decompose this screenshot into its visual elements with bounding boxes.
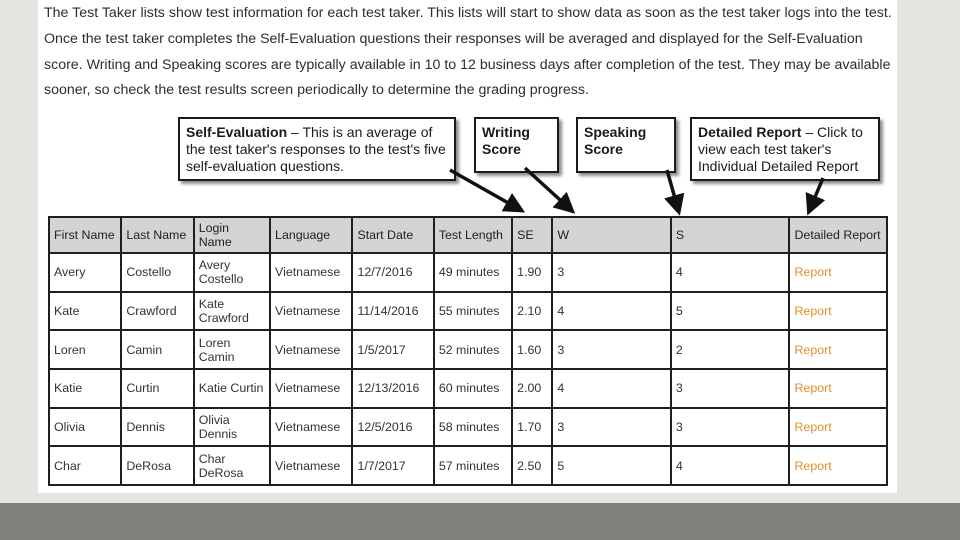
cell-w: 3 [552, 253, 671, 292]
cell-login-name: Avery Costello [194, 253, 270, 292]
cell-first-name: Olivia [49, 408, 121, 447]
cell-test-length: 52 minutes [434, 330, 512, 369]
cell-se: 1.60 [512, 330, 552, 369]
table-row [49, 292, 887, 331]
cell-w: 3 [552, 330, 671, 369]
header-s[interactable]: S [671, 217, 790, 253]
cell-language: Vietnamese [270, 369, 352, 408]
cell-first-name: Katie [49, 369, 121, 408]
callout-self-evaluation-title: Self-Evaluation [186, 124, 288, 140]
report-link[interactable]: Report [789, 292, 887, 331]
cell-language: Vietnamese [270, 408, 352, 447]
bottom-band [0, 503, 960, 540]
test-taker-table [48, 216, 888, 486]
cell-start-date: 1/5/2017 [352, 330, 433, 369]
cell-s: 2 [671, 330, 790, 369]
report-link[interactable]: Report [789, 408, 887, 447]
cell-language: Vietnamese [270, 292, 352, 331]
cell-first-name: Char [49, 446, 121, 485]
header-test-length[interactable]: Test Length [434, 217, 512, 253]
header-detailed-report[interactable]: Detailed Report [789, 217, 887, 253]
cell-last-name: Camin [121, 330, 193, 369]
cell-se: 2.00 [512, 369, 552, 408]
cell-login-name: Katie Curtin [194, 369, 270, 408]
callout-speaking-score [576, 117, 676, 173]
header-first-name[interactable]: First Name [49, 217, 121, 253]
table-row [49, 446, 887, 485]
report-link[interactable]: Report [789, 446, 887, 485]
callout-writing-score [474, 117, 559, 173]
cell-last-name: Curtin [121, 369, 193, 408]
report-link[interactable]: Report [789, 369, 887, 408]
cell-start-date: 1/7/2017 [352, 446, 433, 485]
cell-w: 5 [552, 446, 671, 485]
cell-first-name: Kate [49, 292, 121, 331]
cell-login-name: Char DeRosa [194, 446, 270, 485]
report-link[interactable]: Report [789, 253, 887, 292]
cell-test-length: 60 minutes [434, 369, 512, 408]
cell-last-name: Dennis [121, 408, 193, 447]
header-language[interactable]: Language [270, 217, 352, 253]
table-row [49, 253, 887, 292]
cell-s: 5 [671, 292, 790, 331]
cell-test-length: 49 minutes [434, 253, 512, 292]
cell-start-date: 11/14/2016 [352, 292, 433, 331]
cell-last-name: Crawford [121, 292, 193, 331]
callout-report-title: Detailed Report [698, 124, 802, 140]
cell-first-name: Loren [49, 330, 121, 369]
intro-paragraph: The Test Taker lists show test information for each test taker. This lists will start to show data as soon as the test taker logs into the test. Once the test taker completes the Self-Evaluation questions their responses will be averaged and displayed for the Self-Evaluation score. Writing and Speaking scores are typically available in 10 to 12 business days after completion of the test. They may be available sooner, so check the test results screen periodically to determine the grading progress. [44, 5, 892, 99]
cell-w: 3 [552, 408, 671, 447]
cell-start-date: 12/13/2016 [352, 369, 433, 408]
cell-s: 3 [671, 369, 790, 408]
cell-s: 4 [671, 253, 790, 292]
header-w[interactable]: W [552, 217, 671, 253]
cell-last-name: DeRosa [121, 446, 193, 485]
cell-first-name: Avery [49, 253, 121, 292]
header-last-name[interactable]: Last Name [121, 217, 193, 253]
header-se[interactable]: SE [512, 217, 552, 253]
cell-language: Vietnamese [270, 253, 352, 292]
cell-se: 1.70 [512, 408, 552, 447]
cell-login-name: Kate Crawford [194, 292, 270, 331]
cell-start-date: 12/7/2016 [352, 253, 433, 292]
cell-s: 4 [671, 446, 790, 485]
cell-se: 2.10 [512, 292, 552, 331]
table-header-row [49, 217, 887, 253]
cell-w: 4 [552, 369, 671, 408]
callout-report-text: – Click to view each test taker's Individual Detailed Report [698, 124, 863, 174]
cell-se: 1.90 [512, 253, 552, 292]
cell-login-name: Olivia Dennis [194, 408, 270, 447]
callout-self-evaluation [178, 117, 456, 181]
cell-w: 4 [552, 292, 671, 331]
callout-speaking-title: Speaking Score [584, 124, 647, 157]
cell-test-length: 57 minutes [434, 446, 512, 485]
header-start-date[interactable]: Start Date [352, 217, 433, 253]
cell-login-name: Loren Camin [194, 330, 270, 369]
cell-se: 2.50 [512, 446, 552, 485]
table-row [49, 408, 887, 447]
cell-s: 3 [671, 408, 790, 447]
cell-language: Vietnamese [270, 330, 352, 369]
cell-test-length: 55 minutes [434, 292, 512, 331]
cell-test-length: 58 minutes [434, 408, 512, 447]
callout-detailed-report [690, 117, 880, 181]
callout-self-evaluation-text: – This is an average of the test taker's responses to the test's five self-evaluation questions. [186, 124, 446, 174]
cell-language: Vietnamese [270, 446, 352, 485]
table-row [49, 369, 887, 408]
cell-last-name: Costello [121, 253, 193, 292]
table-row [49, 330, 887, 369]
callout-writing-title: Writing Score [482, 124, 530, 157]
header-login-name[interactable]: Login Name [194, 217, 270, 253]
cell-start-date: 12/5/2016 [352, 408, 433, 447]
report-link[interactable]: Report [789, 330, 887, 369]
